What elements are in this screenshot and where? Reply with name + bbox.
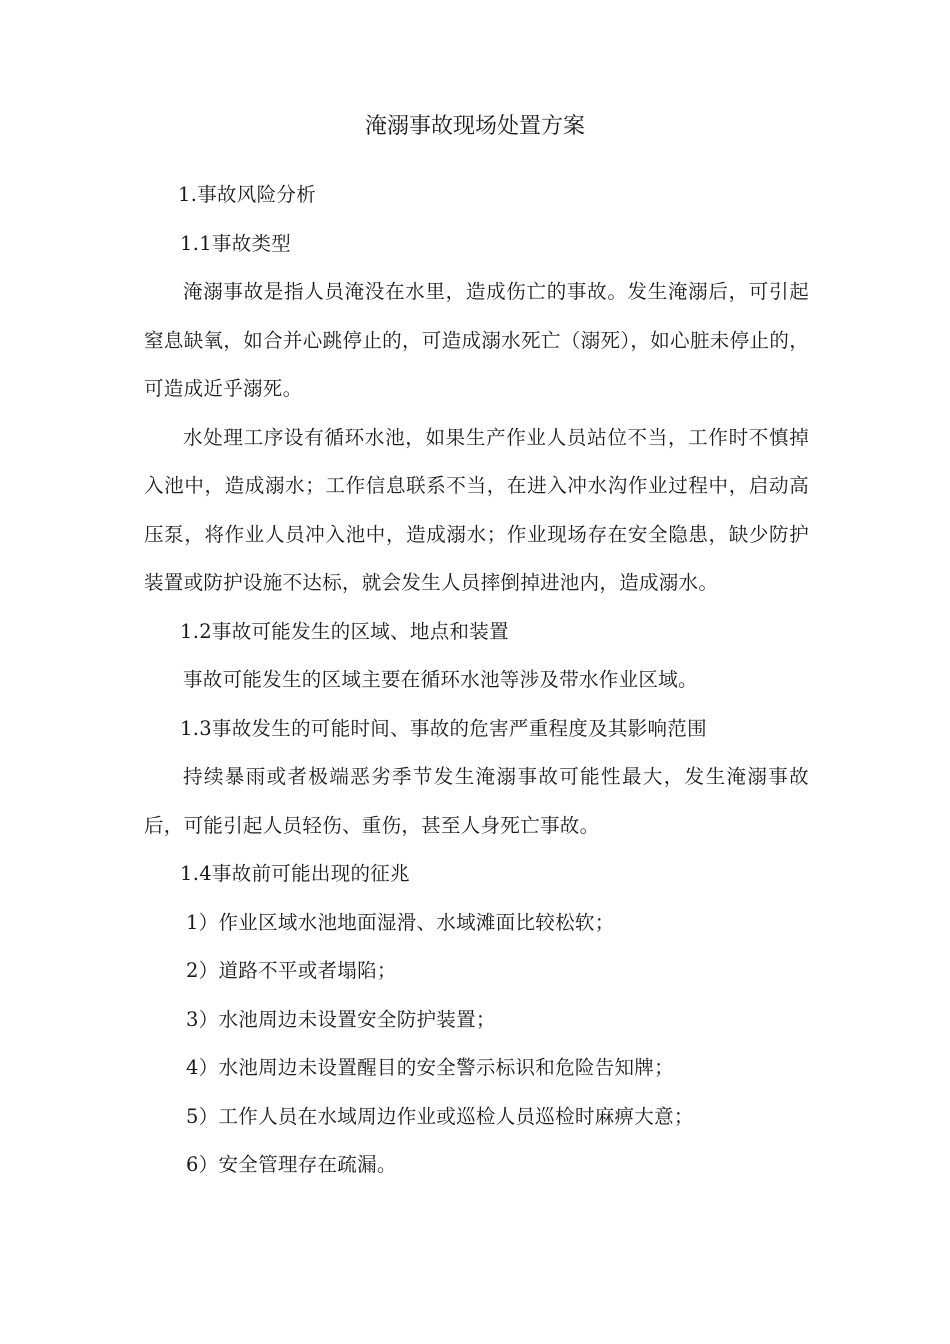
list-item: 5）工作人员在水域周边作业或巡检人员巡检时麻痹大意； (186, 1104, 694, 1128)
list-item: 2）道路不平或者塌陷； (186, 959, 397, 982)
list-item: 3）水池周边未设置安全防护装置； (186, 1007, 496, 1031)
section-heading-1-2: 1.2事故可能发生的区域、地点和装置 (180, 619, 509, 643)
list-item: 6）安全管理存在疏漏。 (186, 1153, 397, 1176)
paragraph-drowning-definition: 淹溺事故是指人员淹没在水里，造成伤亡的事故。发生淹溺后，可引起窒息缺氧，如合并心跳停止的，可造成溺水死亡（溺死），如心脏未停止的，可造成近乎溺死。 (144, 280, 809, 400)
paragraph-water-treatment-risk: 水处理工序设有循环水池，如果生产作业人员站位不当，工作时不慎掉入池中，造成溺水；工作信息联系不当，在进入冲水沟作业过程中，启动高压泵，将作业人员冲入池中，造成溺水；作业现场存在安全隐患，缺少防护装置或防护设施不达标，就会发生人员摔倒掉进池内，造成溺水。 (144, 425, 809, 594)
paragraph-accident-area: 事故可能发生的区域主要在循环水池等涉及带水作业区域。 (183, 668, 698, 691)
document-body (144, 171, 809, 1190)
list-item: 4）水池周边未设置醒目的安全警示标识和危险告知牌； (186, 1056, 674, 1079)
section-heading-1-4: 1.4事故前可能出现的征兆 (180, 862, 410, 885)
list-item: 1）作业区域水池地面湿滑、水域滩面比较松软； (186, 910, 615, 934)
paragraph-accident-severity: 持续暴雨或者极端恶劣季节发生淹溺事故可能性最大，发生淹溺事故后，可能引起人员轻伤、重伤，甚至人身死亡事故。 (144, 765, 809, 837)
section-heading-1-1: 1.1事故类型 (180, 231, 292, 255)
document-title: 淹溺事故现场处置方案 (364, 114, 585, 139)
section-heading-1: 1.事故风险分析 (178, 183, 317, 206)
section-heading-1-3: 1.3事故发生的可能时间、事故的危害严重程度及其影响范围 (180, 716, 707, 740)
